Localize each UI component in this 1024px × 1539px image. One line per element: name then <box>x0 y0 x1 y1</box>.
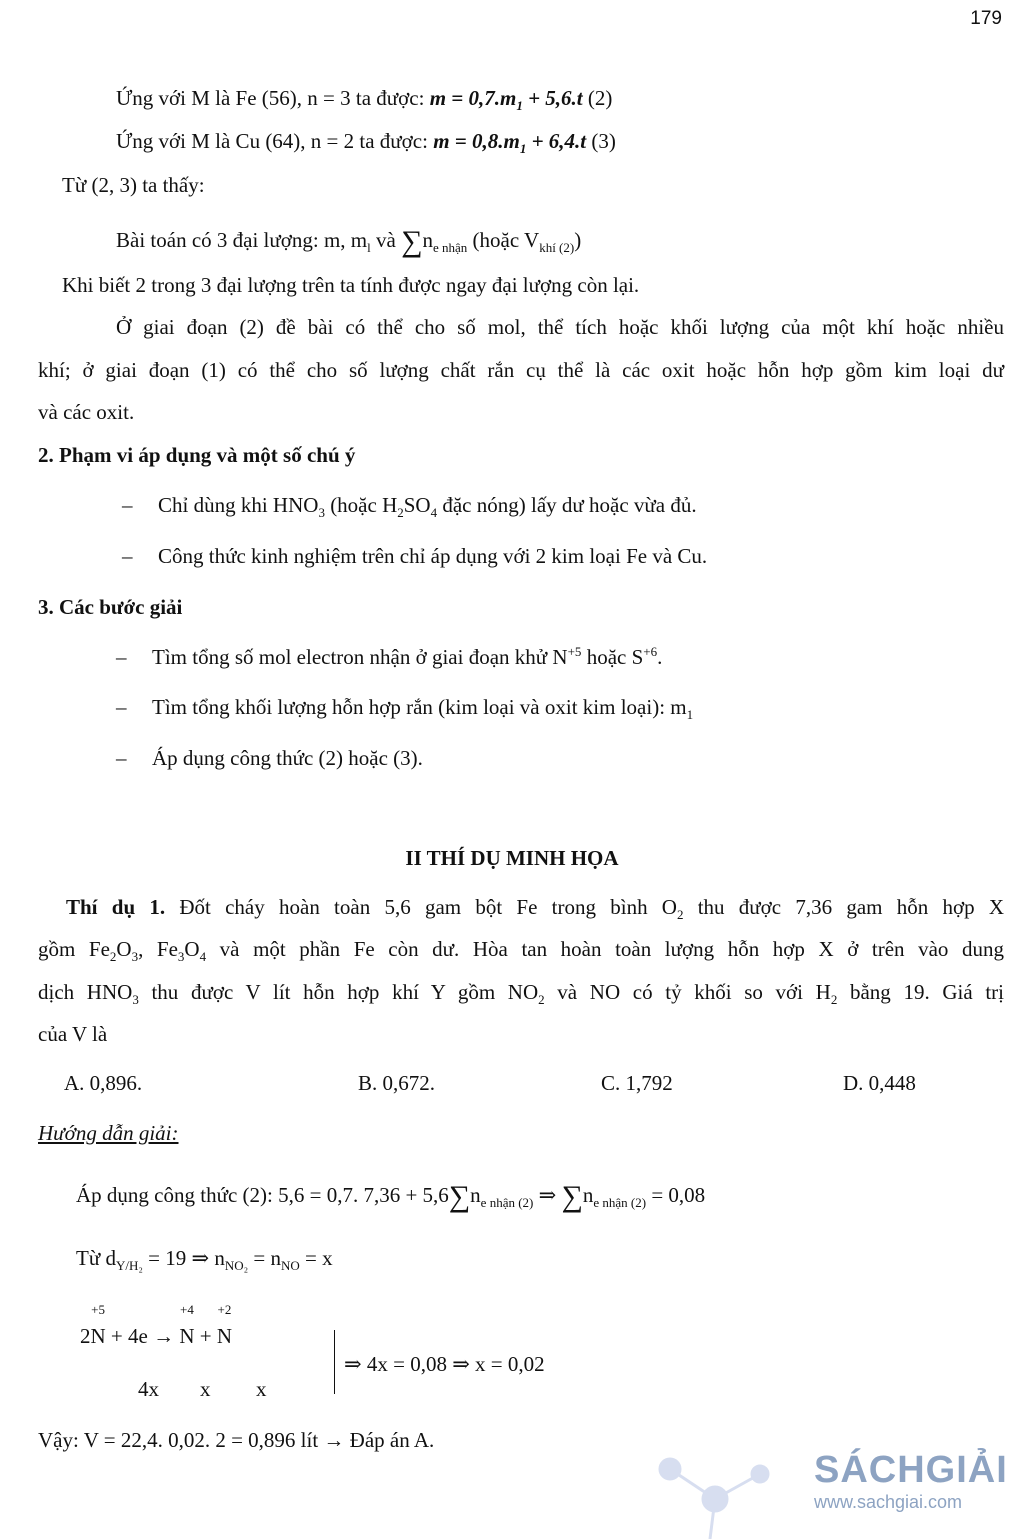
redox-result: ⇒ 4x = 0,08 ⇒ x = 0,02 <box>344 1352 545 1376</box>
mole-x-1: x <box>200 1377 211 1401</box>
solution-guide-label: Hướng dẫn giải: <box>38 1121 179 1145</box>
sachgiai-logo <box>814 1449 1014 1529</box>
para-line-2: khí; ở giai đoạn (1) có thể cho số lượng chất rắn cụ thể là các oxit hoặc hỗn hợp gồm kim loại dư <box>38 358 1004 382</box>
logo-text: SÁCHGIẢI <box>814 1449 1008 1491</box>
mole-4x: 4x <box>138 1377 159 1401</box>
option-d: D. 0,448 <box>843 1071 916 1095</box>
section-3-bullet-1: – Tìm tổng số mol electron nhận ở giai đoạn khử $N^{+5}$ hoặc $S^{+6}$. <box>116 644 663 669</box>
section-2-bullet-1: – Chỉ dùng khi $HNO_3$ (hoặc $H_2SO_4$ đặc nóng) lấy dư hoặc vừa đủ. <box>122 493 697 521</box>
line-quantities: Bài toán có 3 đại lượng: m, $m_l$ và $\sum n_{e nhận}$ (hoặc $V_{khí (2)}$) <box>116 225 582 258</box>
example-line-3: dịch $HNO_3$ thu được V lít hỗn hợp khí Y gồm $NO_2$ và NO có tỷ khối so với $H_2$ bằng 19. Giá trị <box>38 980 1004 1008</box>
section-ii-heading: II THÍ DỤ MINH HỌA <box>405 846 619 870</box>
para-line-1: Ở giai đoạn (2) đề bài có thể cho số mol, thể tích hoặc khối lượng của một khí hoặc nhiều <box>116 315 1004 339</box>
section-2-heading: 2. Phạm vi áp dụng và một số chú ý <box>38 443 356 467</box>
bracket-bar <box>334 1330 335 1394</box>
line-from: Từ (2, 3) ta thấy: <box>62 173 205 197</box>
example-line-1: Thí dụ 1. Đốt cháy hoàn toàn 5,6 gam bột Fe trong bình $O_2$ thu được 7,36 gam hỗn hợp X <box>66 895 1004 923</box>
line-fe-formula: Ứng với M là Fe (56), n = 3 ta được: $m = 0,7.m_1 + 5,6.t$ (2) <box>116 86 613 114</box>
section-3-bullet-2: – Tìm tổng khối lượng hỗn hợp rắn (kim loại và oxit kim loại): $m_1$ <box>116 695 694 723</box>
example-line-4: của V là <box>38 1022 108 1046</box>
logo-url: www.sachgiai.com <box>814 1492 963 1512</box>
molecule-watermark-icon <box>640 1429 790 1539</box>
option-c: C. 1,792 <box>601 1071 673 1095</box>
redox-equation: 2 +5 N + 4e → +4 N + +2 N <box>80 1302 233 1348</box>
option-a: A. 0,896. <box>64 1071 143 1095</box>
solution-step-2: Từ $d_{Y/H_2} = 19$ ⇒ $n_{NO_2} = n_{NO} = x$ <box>76 1246 333 1274</box>
conclusion: Vậy: V = 22,4. 0,02. 2 = 0,896 lít → Đáp án A. <box>38 1428 435 1452</box>
example-line-2: gồm $Fe_2O_3$, $Fe_3O_4$ và một phần Fe còn dư. Hòa tan hoàn toàn lượng hỗn hợp X ở trên vào dung <box>38 937 1005 965</box>
section-3-bullet-3: – Áp dụng công thức (2) hoặc (3). <box>116 746 423 770</box>
section-3-heading: 3. Các bước giải <box>38 595 183 619</box>
option-b: B. 0,672. <box>358 1071 436 1095</box>
solution-step-1: Áp dụng công thức (2): 5,6 = 0,7. $7,36 + 5,6\sum n_{e nhận (2)}$ ⇒ $\sum n_{e nhận (2)} = 0,08$ <box>76 1180 706 1213</box>
line-known: Khi biết 2 trong 3 đại lượng trên ta tính được ngay đại lượng còn lại. <box>62 273 640 297</box>
mole-x-2: x <box>256 1377 267 1401</box>
section-2-bullet-2: – Công thức kinh nghiệm trên chỉ áp dụng với 2 kim loại Fe và Cu. <box>122 544 708 568</box>
page-number: 179 <box>970 8 1002 29</box>
line-cu-formula: Ứng với M là Cu (64), n = 2 ta được: $m = 0,8.m_1 + 6,4.t$ (3) <box>116 129 616 157</box>
para-line-3: và các oxit. <box>38 400 135 424</box>
